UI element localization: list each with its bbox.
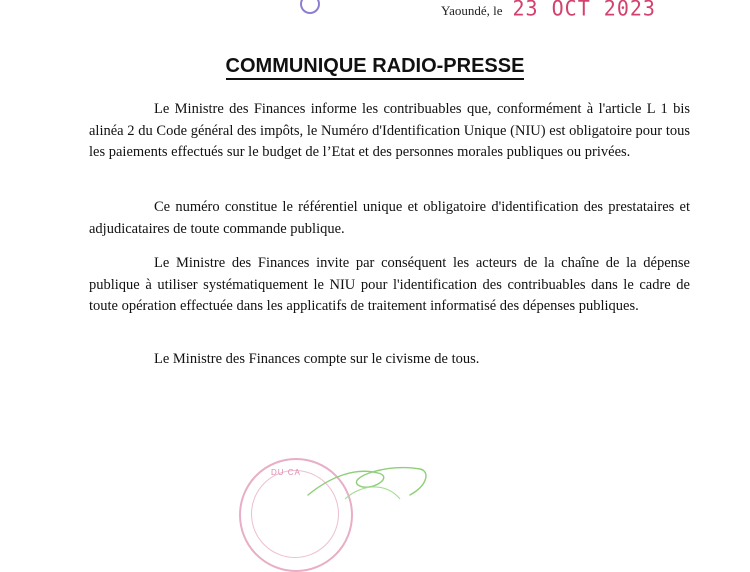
document-title <box>0 55 750 78</box>
paragraph-3: Le Ministre des Finances invite par conséquent les acteurs de la chaîne de la dépense publique à utiliser systématiquement le NIU pour l'identification des contribuables dans le cadre de toute opération effectuée dans les applicatifs de traitement informatisé des dépenses publiques. <box>89 255 690 314</box>
date-stamp: 23 OCT 2023 <box>512 0 656 21</box>
logo-fragment <box>300 0 320 14</box>
dateline <box>441 0 656 22</box>
title-text: COMMUNIQUE RADIO-PRESSE <box>226 55 525 80</box>
signature <box>300 455 440 500</box>
paragraph-1: Le Ministre des Finances informe les contribuables que, conformément à l'article L 1 bis alinéa 2 du Code général des impôts, le Numéro d'Identification Unique (NIU) est obligatoire pour tous les paiements effectués sur le budget de l’Etat et des personnes morales publiques ou privées. <box>89 101 690 160</box>
paragraph-4: Le Ministre des Finances compte sur le civisme de tous. <box>154 351 480 367</box>
paragraph-2: Ce numéro constitue le référentiel unique et obligatoire d'identification des prestataires et adjudicataires de toute commande publique. <box>89 199 690 237</box>
place-label: Yaoundé, le <box>441 3 503 18</box>
seal-text: DU CA <box>271 468 301 477</box>
